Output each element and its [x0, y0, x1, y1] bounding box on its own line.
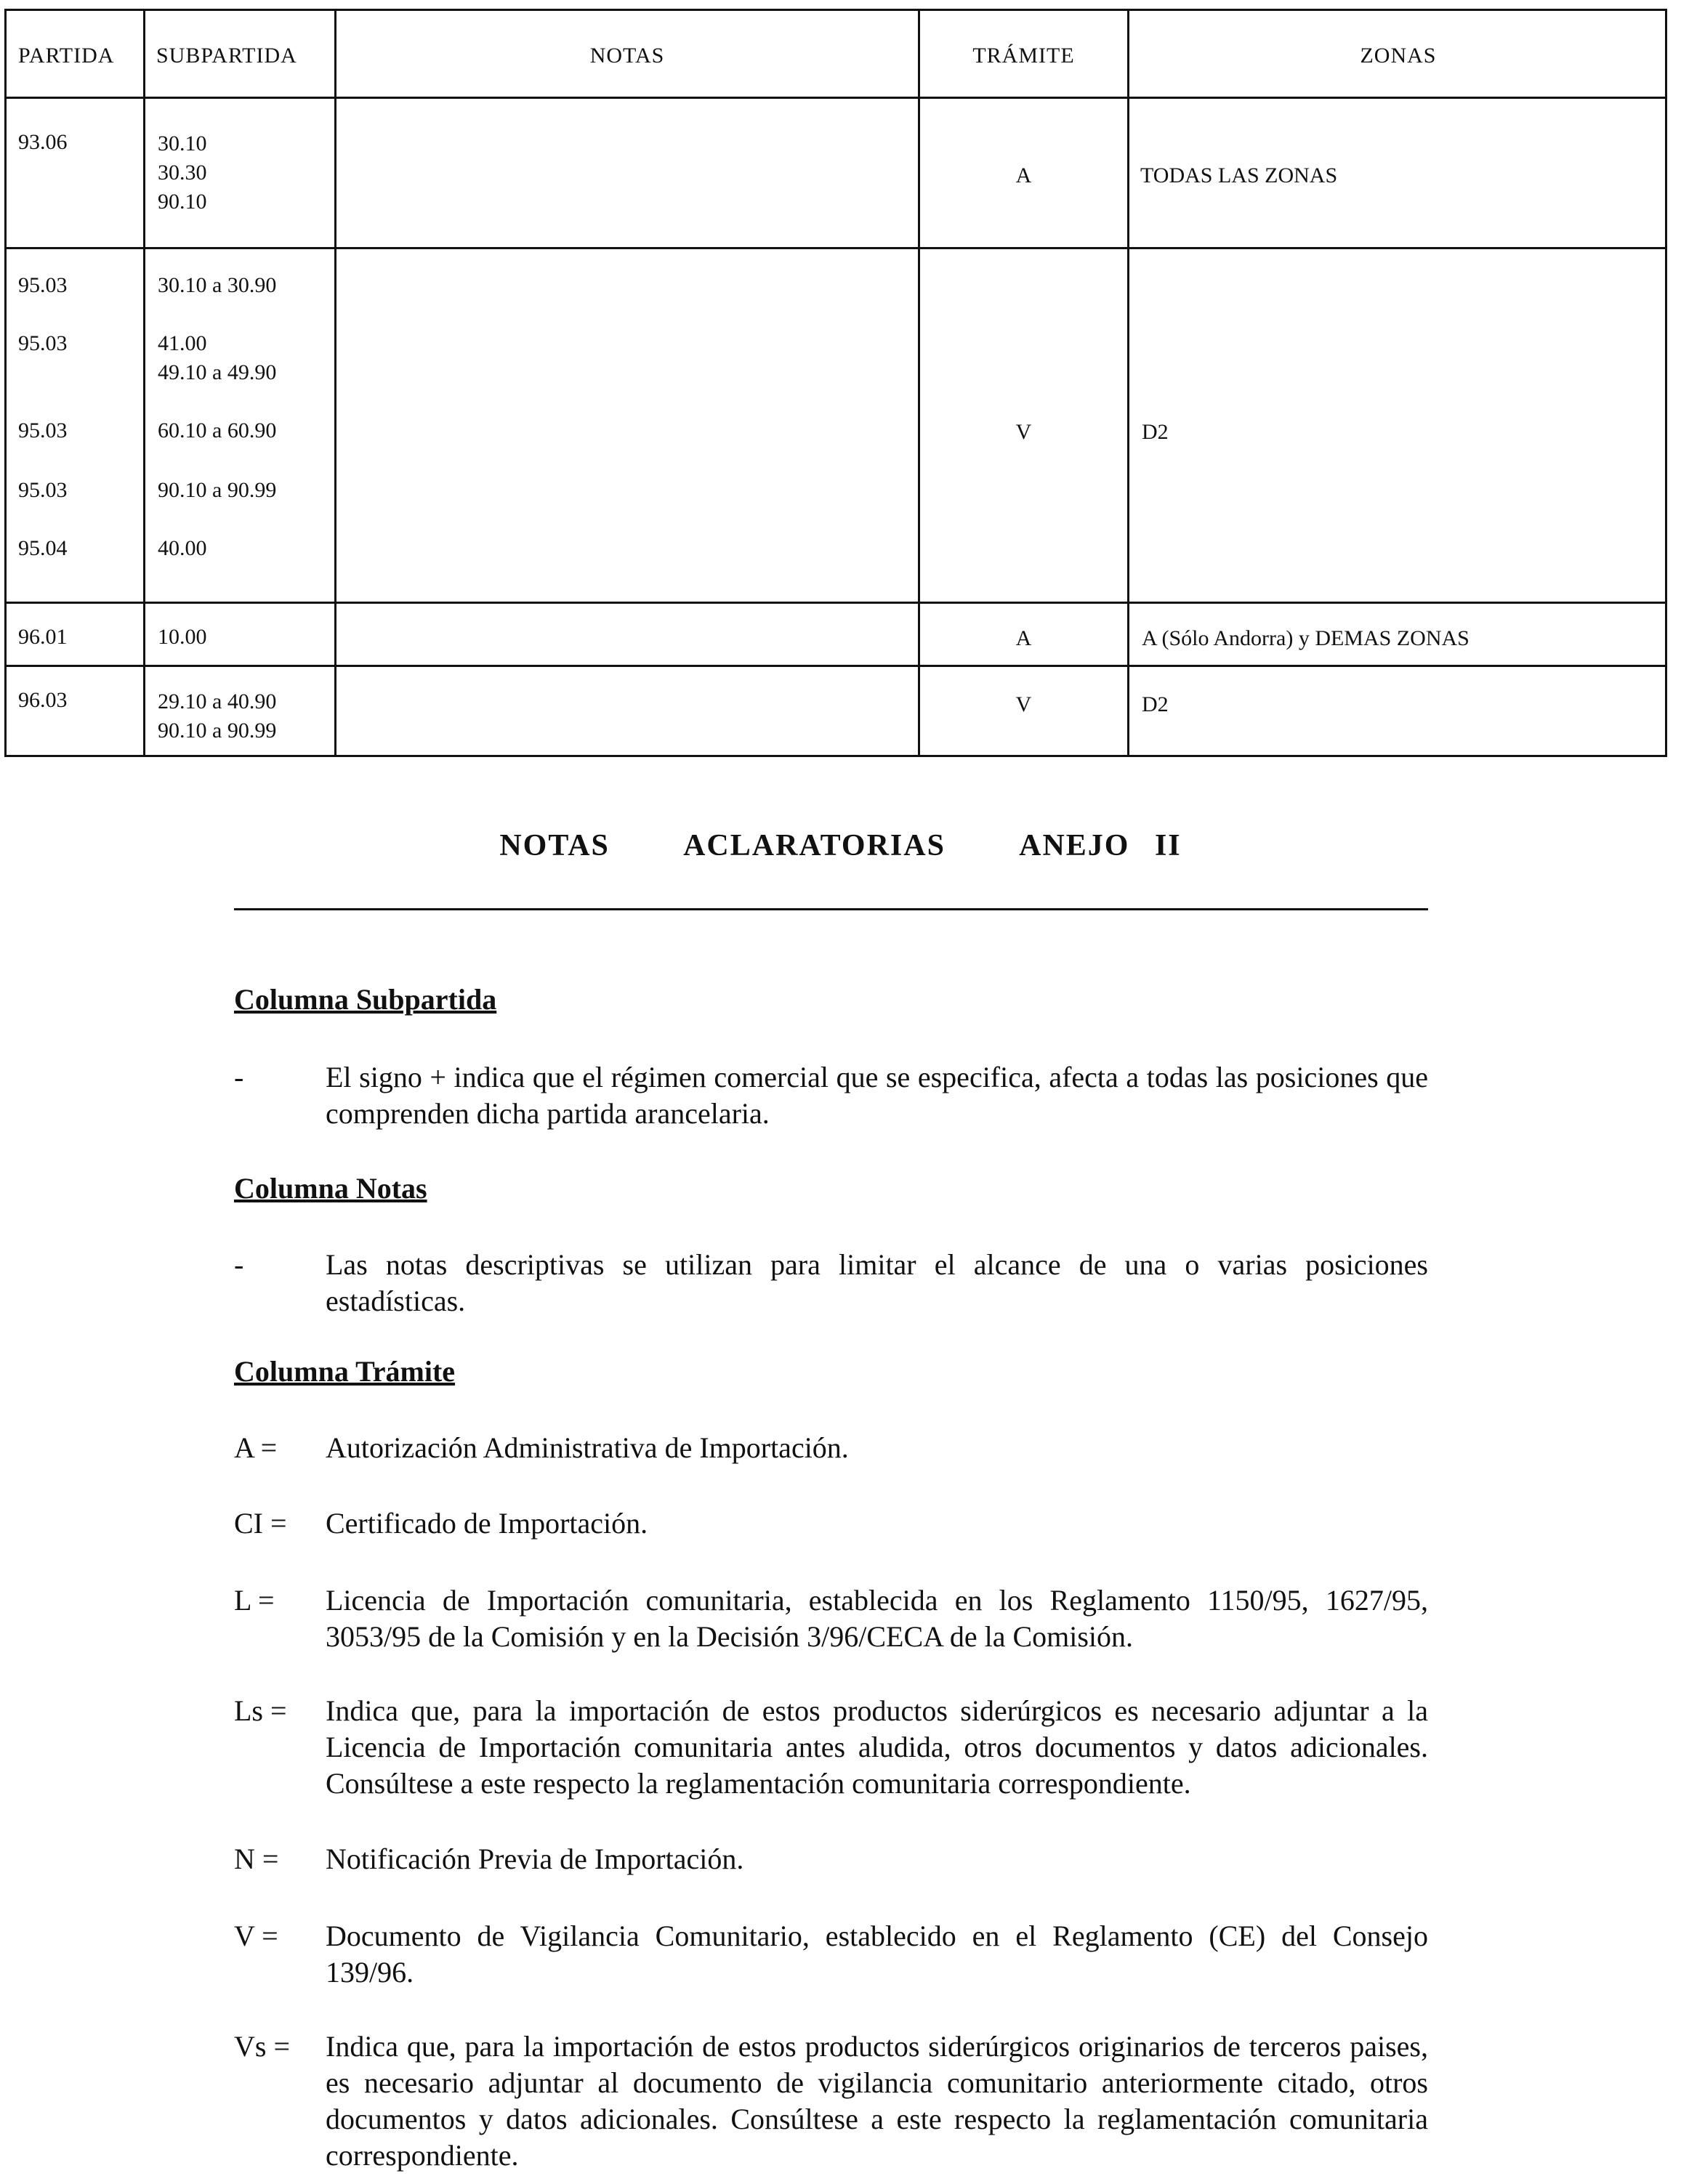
note-text: Certificado de Importación.	[326, 1507, 648, 1540]
column-divider	[334, 99, 336, 247]
note-item	[234, 1918, 1428, 1991]
column-divider	[143, 99, 145, 247]
column-divider	[143, 667, 145, 755]
column-divider	[143, 249, 145, 602]
column-divider	[143, 11, 145, 97]
cell-subpartida: 10.00	[158, 625, 207, 649]
table-row-group	[4, 604, 1667, 667]
cell-subpartida: 29.10 a 40.90	[158, 689, 277, 713]
section-heading-subpartida: Columna Subpartida	[234, 983, 497, 1016]
note-item	[234, 1582, 1428, 1655]
header-tramite: TRÁMITE	[972, 44, 1075, 68]
cell-subpartida: 40.00	[158, 536, 207, 560]
cell-subpartida: 60.10 a 60.90	[158, 418, 277, 442]
column-divider	[334, 604, 336, 665]
title-underline	[234, 908, 1428, 910]
note-key: A =	[234, 1431, 278, 1464]
notes-title: NOTAS ACLARATORIAS ANEJO II	[499, 829, 1182, 862]
note-item	[234, 1247, 1428, 1319]
cell-zonas: A (Sólo Andorra) y DEMAS ZONAS	[1142, 626, 1470, 650]
note-key: L =	[234, 1584, 275, 1617]
cell-subpartida: 90.10 a 90.99	[158, 478, 277, 502]
cell-subpartida: 30.10	[158, 132, 207, 155]
column-divider	[143, 604, 145, 665]
note-text: El signo + indica que el régimen comercial que se especifica, afecta a todas las posiciones que comprenden dicha partida arancelaria.	[326, 1061, 1428, 1130]
cell-partida: 95.03	[18, 418, 68, 442]
table-row-group	[4, 249, 1667, 604]
note-key: -	[234, 1061, 244, 1093]
header-subpartida: SUBPARTIDA	[156, 44, 297, 68]
note-key: N =	[234, 1843, 279, 1875]
cell-partida: 96.03	[18, 688, 68, 712]
note-text: Las notas descriptivas se utilizan para limitar el alcance de una o varias posiciones estadísticas.	[326, 1248, 1428, 1317]
column-divider	[1127, 604, 1129, 665]
cell-subpartida: 49.10 a 49.90	[158, 360, 277, 384]
note-item	[234, 1693, 1428, 1802]
cell-tramite: V	[1015, 420, 1032, 444]
cell-subpartida: 41.00	[158, 331, 207, 355]
table-row-group	[4, 667, 1667, 757]
cell-zonas: D2	[1142, 692, 1169, 716]
note-text: Autorización Administrativa de Importación.	[326, 1431, 849, 1464]
note-text: Licencia de Importación comunitaria, establecida en los Reglamento 1150/95, 1627/95, 3053/95 de la Comisión y en la Decisión 3/96/CECA de la Comisión.	[326, 1584, 1428, 1653]
note-text: Notificación Previa de Importación.	[326, 1843, 744, 1875]
cell-partida: 95.03	[18, 273, 68, 297]
cell-subpartida: 90.10 a 90.99	[158, 719, 277, 743]
cell-tramite: V	[1015, 692, 1032, 716]
cell-subpartida: 30.10 a 30.90	[158, 273, 277, 297]
table-row-group	[4, 99, 1667, 249]
cell-zonas: D2	[1142, 420, 1169, 444]
header-partida: PARTIDA	[18, 44, 115, 68]
table-header	[4, 9, 1667, 99]
cell-partida: 95.04	[18, 536, 68, 560]
cell-subpartida: 90.10	[158, 190, 207, 214]
note-item	[234, 1059, 1428, 1132]
note-text: Documento de Vigilancia Comunitario, establecido en el Reglamento (CE) del Consejo 139/96.	[326, 1920, 1428, 1989]
note-key: -	[234, 1248, 244, 1281]
cell-partida: 93.06	[18, 130, 68, 154]
header-zonas: ZONAS	[1360, 44, 1437, 68]
column-divider	[1127, 99, 1129, 247]
note-item	[234, 2029, 1428, 2174]
cell-partida: 95.03	[18, 331, 68, 355]
note-key: Ls =	[234, 1694, 287, 1727]
section-heading-tramite: Columna Trámite	[234, 1355, 456, 1388]
column-divider	[334, 667, 336, 755]
column-divider	[334, 249, 336, 602]
column-divider	[1127, 667, 1129, 755]
note-key: CI =	[234, 1507, 287, 1540]
note-key: Vs =	[234, 2030, 291, 2063]
cell-subpartida: 30.30	[158, 161, 207, 185]
cell-partida: 95.03	[18, 478, 68, 502]
cell-tramite: A	[1015, 163, 1032, 187]
note-item	[234, 1841, 1428, 1877]
column-divider	[1127, 249, 1129, 602]
cell-zonas: TODAS LAS ZONAS	[1140, 163, 1338, 187]
note-item	[234, 1505, 1428, 1542]
section-heading-notas: Columna Notas	[234, 1172, 427, 1205]
header-notas: NOTAS	[589, 44, 665, 68]
note-item	[234, 1430, 1428, 1466]
cell-tramite: A	[1015, 626, 1032, 650]
tariff-table	[4, 9, 1667, 757]
note-text: Indica que, para la importación de estos productos siderúrgicos originarios de terceros paises, es necesario adjuntar al documento de vigilancia comunitario anteriormente citado, otros documentos y datos adicionales. Consúltese a este respecto la reglamentación comunitaria correspondiente.	[326, 2030, 1428, 2172]
note-key: V =	[234, 1920, 278, 1952]
note-text: Indica que, para la importación de estos productos siderúrgicos es necesario adjuntar a la Licencia de Importación comunitaria antes aludida, otros documentos y datos adicionales. Consúltese a este respecto la reglamentación comunitaria correspondiente.	[326, 1694, 1428, 1800]
cell-partida: 96.01	[18, 625, 68, 649]
